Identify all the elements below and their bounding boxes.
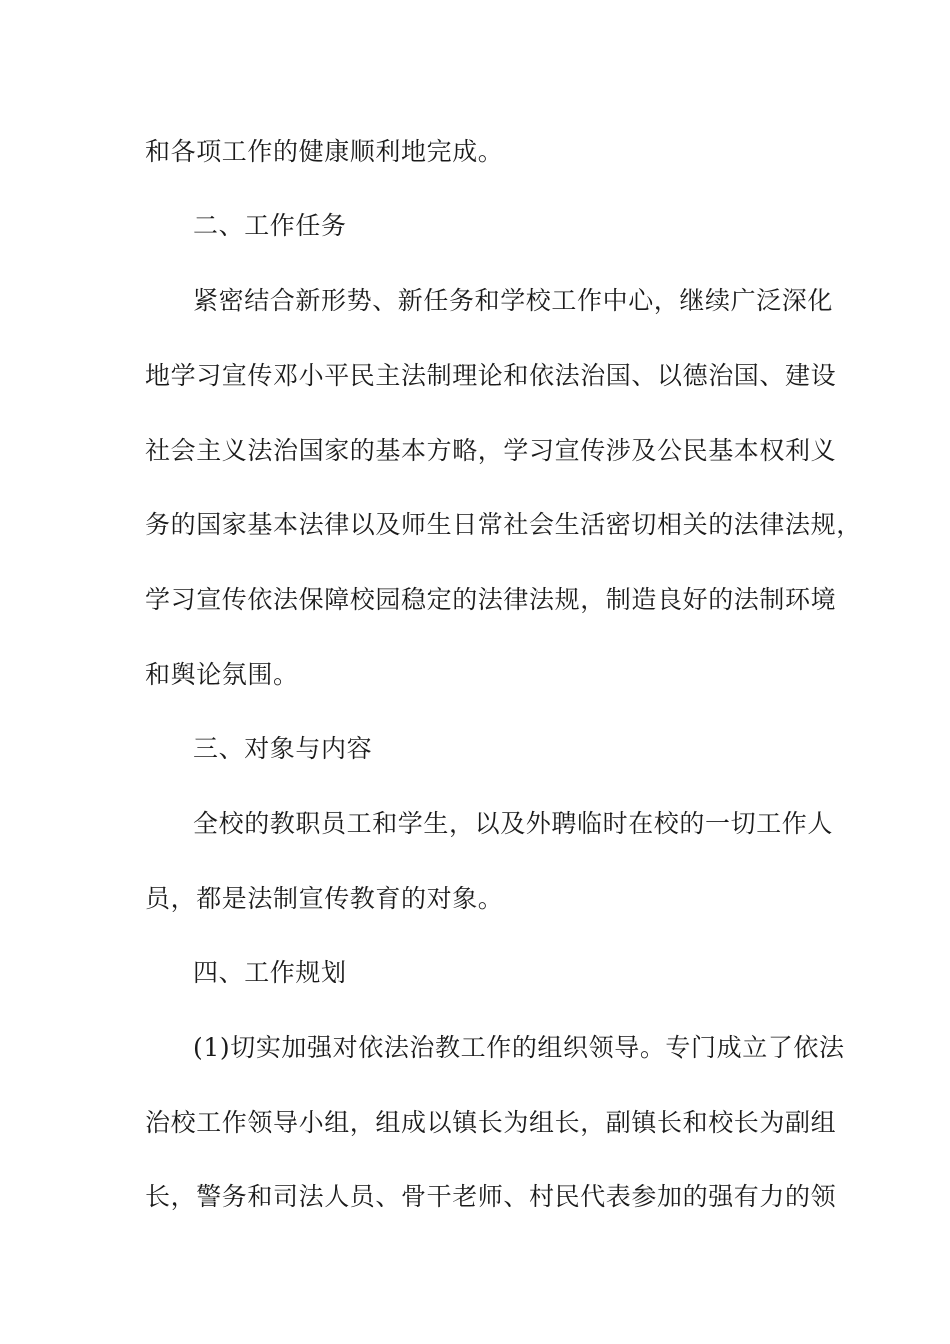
section-heading-objects-content: 三、对象与内容 bbox=[193, 734, 373, 763]
paragraph-line: 员，都是法制宣传教育的对象。 bbox=[145, 884, 504, 913]
paragraph-line: 学习宣传依法保障校园稳定的法律法规，制造良好的法制环境 bbox=[145, 585, 837, 614]
paragraph-line: 社会主义法治国家的基本方略，学习宣传涉及公民基本权利义 bbox=[145, 436, 837, 465]
paragraph-continuation-line: 和各项工作的健康顺利地完成。 bbox=[145, 137, 504, 166]
paragraph-line: 紧密结合新形势、新任务和学校工作中心，继续广泛深化 bbox=[193, 286, 834, 315]
paragraph-line: 治校工作领导小组，组成以镇长为组长，副镇长和校长为副组 bbox=[145, 1108, 837, 1137]
paragraph-line: (1)切实加强对依法治教工作的组织领导。专门成立了依法 bbox=[193, 1033, 845, 1062]
paragraph-line: 全校的教职员工和学生，以及外聘临时在校的一切工作人 bbox=[193, 809, 834, 838]
paragraph-line: 和舆论氛围。 bbox=[145, 660, 299, 689]
paragraph-line: 地学习宣传邓小平民主法制理论和依法治国、以德治国、建设 bbox=[145, 361, 837, 390]
section-heading-work-plan: 四、工作规划 bbox=[193, 958, 347, 987]
paragraph-line: 长，警务和司法人员、骨干老师、村民代表参加的强有力的领 bbox=[145, 1182, 837, 1211]
paragraph-line: 务的国家基本法律以及师生日常社会生活密切相关的法律法规， bbox=[145, 510, 862, 539]
section-heading-work-tasks: 二、工作任务 bbox=[193, 211, 347, 240]
